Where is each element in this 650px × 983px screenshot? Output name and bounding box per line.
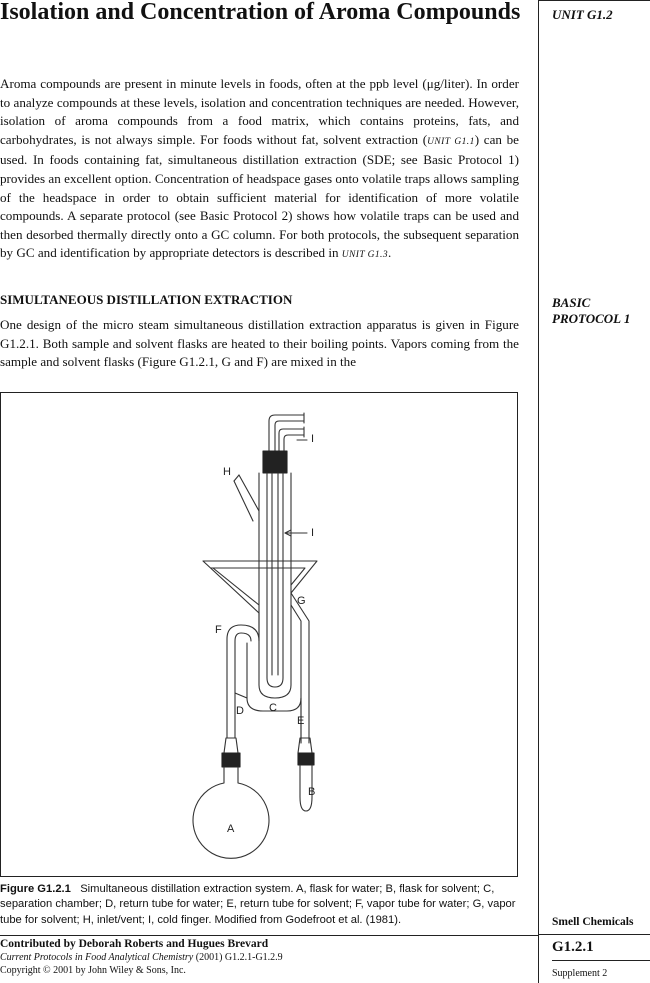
footer-credits xyxy=(0,938,530,977)
unit-label: UNIT G1.2 xyxy=(552,7,613,22)
section-paragraph: One design of the micro steam simultaneous distillation extraction apparatus is given in Figure G1.2.1. Both sample and solvent flasks are heated to their boiling points. Vapors coming from the sample and solvent flasks (Figure G1.2.1, G and F) are mixed in the xyxy=(0,317,519,370)
unit-g1-3-link[interactable]: UNIT G1.3 xyxy=(341,250,388,261)
inlet-vent-arm xyxy=(234,475,259,521)
citation-title: Current Protocols in Food Analytical Chemistry xyxy=(0,952,194,963)
sde-apparatus-diagram xyxy=(1,393,517,876)
unit-g1-1-link[interactable]: UNIT G1.1 xyxy=(427,136,475,147)
margin-divider xyxy=(538,0,539,983)
joint-right xyxy=(298,738,312,753)
flask-water xyxy=(193,767,269,858)
cold-finger-inner xyxy=(272,473,278,675)
protocol-label xyxy=(552,295,630,327)
protocol-label-line2: PROTOCOL 1 xyxy=(552,311,631,326)
label-i-mid: I xyxy=(311,527,315,539)
unit-number-rule xyxy=(552,960,650,961)
footer-rule-right xyxy=(538,934,650,935)
intro-paragraph xyxy=(0,75,519,265)
stopper-flask-b xyxy=(298,753,314,765)
supplement-label: Supplement 2 xyxy=(552,968,608,979)
label-i-top: I xyxy=(311,433,315,445)
cold-finger xyxy=(267,473,283,687)
label-e: E xyxy=(297,715,305,727)
inlet-vent-end xyxy=(234,475,239,481)
label-g: G xyxy=(297,595,306,607)
label-b: B xyxy=(308,786,316,798)
figure-caption xyxy=(0,882,519,928)
section-heading: SIMULTANEOUS DISTILLATION EXTRACTION xyxy=(0,292,293,307)
separation-chamber xyxy=(247,643,301,711)
contributors: Contributed by Deborah Roberts and Hugues Brevard xyxy=(0,938,269,950)
condenser-jacket xyxy=(259,473,291,698)
vapor-tube-water xyxy=(227,613,259,693)
footer-rule-left xyxy=(0,935,538,936)
caption-text: Simultaneous distillation extraction system. A, flask for water; B, flask for solvent; C, separation chamber; D, return tube for water; E, return tube for solvent; F, vapor tube for water; G, vapor tube for solvent; H, inlet/vent; I, cold finger. Modified from Godefroot et al. (1981). xyxy=(0,883,516,926)
citation xyxy=(0,951,530,964)
citation-details: (2001) G1.2.1-G1.2.9 xyxy=(193,952,283,963)
intro-text-3: . xyxy=(387,245,392,261)
running-title: Smell Chemicals xyxy=(552,916,634,928)
label-a: A xyxy=(227,823,235,835)
stopper-flask-a xyxy=(222,753,240,767)
top-stopper xyxy=(263,451,287,473)
caption-label: Figure G1.2.1 xyxy=(0,883,71,895)
label-c: C xyxy=(269,702,277,714)
copyright: Copyright © 2001 by John Wiley & Sons, Inc. xyxy=(0,965,186,976)
coolant-pipe-1 xyxy=(269,415,304,451)
page-title: Isolation and Concentration of Aroma Compounds xyxy=(0,0,521,25)
label-h: H xyxy=(223,466,231,478)
coolant-pipe-4 xyxy=(284,435,304,451)
figure-g1-2-1 xyxy=(0,392,518,877)
intro-text-2: ) can be used. In foods containing fat, simultaneous distillation extraction (SDE; see Basic Protocol 1) provides an excellent option. Concentration of headspace gases onto volatile traps allows sampling of the headspace in order to obtain sufficient material for identification of more volatile compounds. A separate protocol (see Basic Protocol 2) shows how volatile traps can be used and then desorbed thermally directly onto a GC column. For both protocols, the subsequent separation by GC and identification by appropriate detectors is described in xyxy=(0,131,519,261)
label-d: D xyxy=(236,705,244,717)
protocol-label-line1: BASIC xyxy=(552,295,591,310)
joint-left xyxy=(224,738,238,753)
unit-page-number: G1.2.1 xyxy=(552,939,594,955)
label-f: F xyxy=(215,624,222,636)
vapor-tube-water-inner xyxy=(235,633,251,693)
sidebar-top-rule xyxy=(538,0,650,1)
intro-text-1: Aroma compounds are present in minute levels in foods, often at the ppb level (μg/liter). In order to analyze compounds at these levels, isolation and concentration techniques are needed. However, isolation of aroma compounds from a food matrix, which contains proteins, fats, and carbohydrates, is not always simple. For foods without fat, solvent extraction ( xyxy=(0,76,519,147)
